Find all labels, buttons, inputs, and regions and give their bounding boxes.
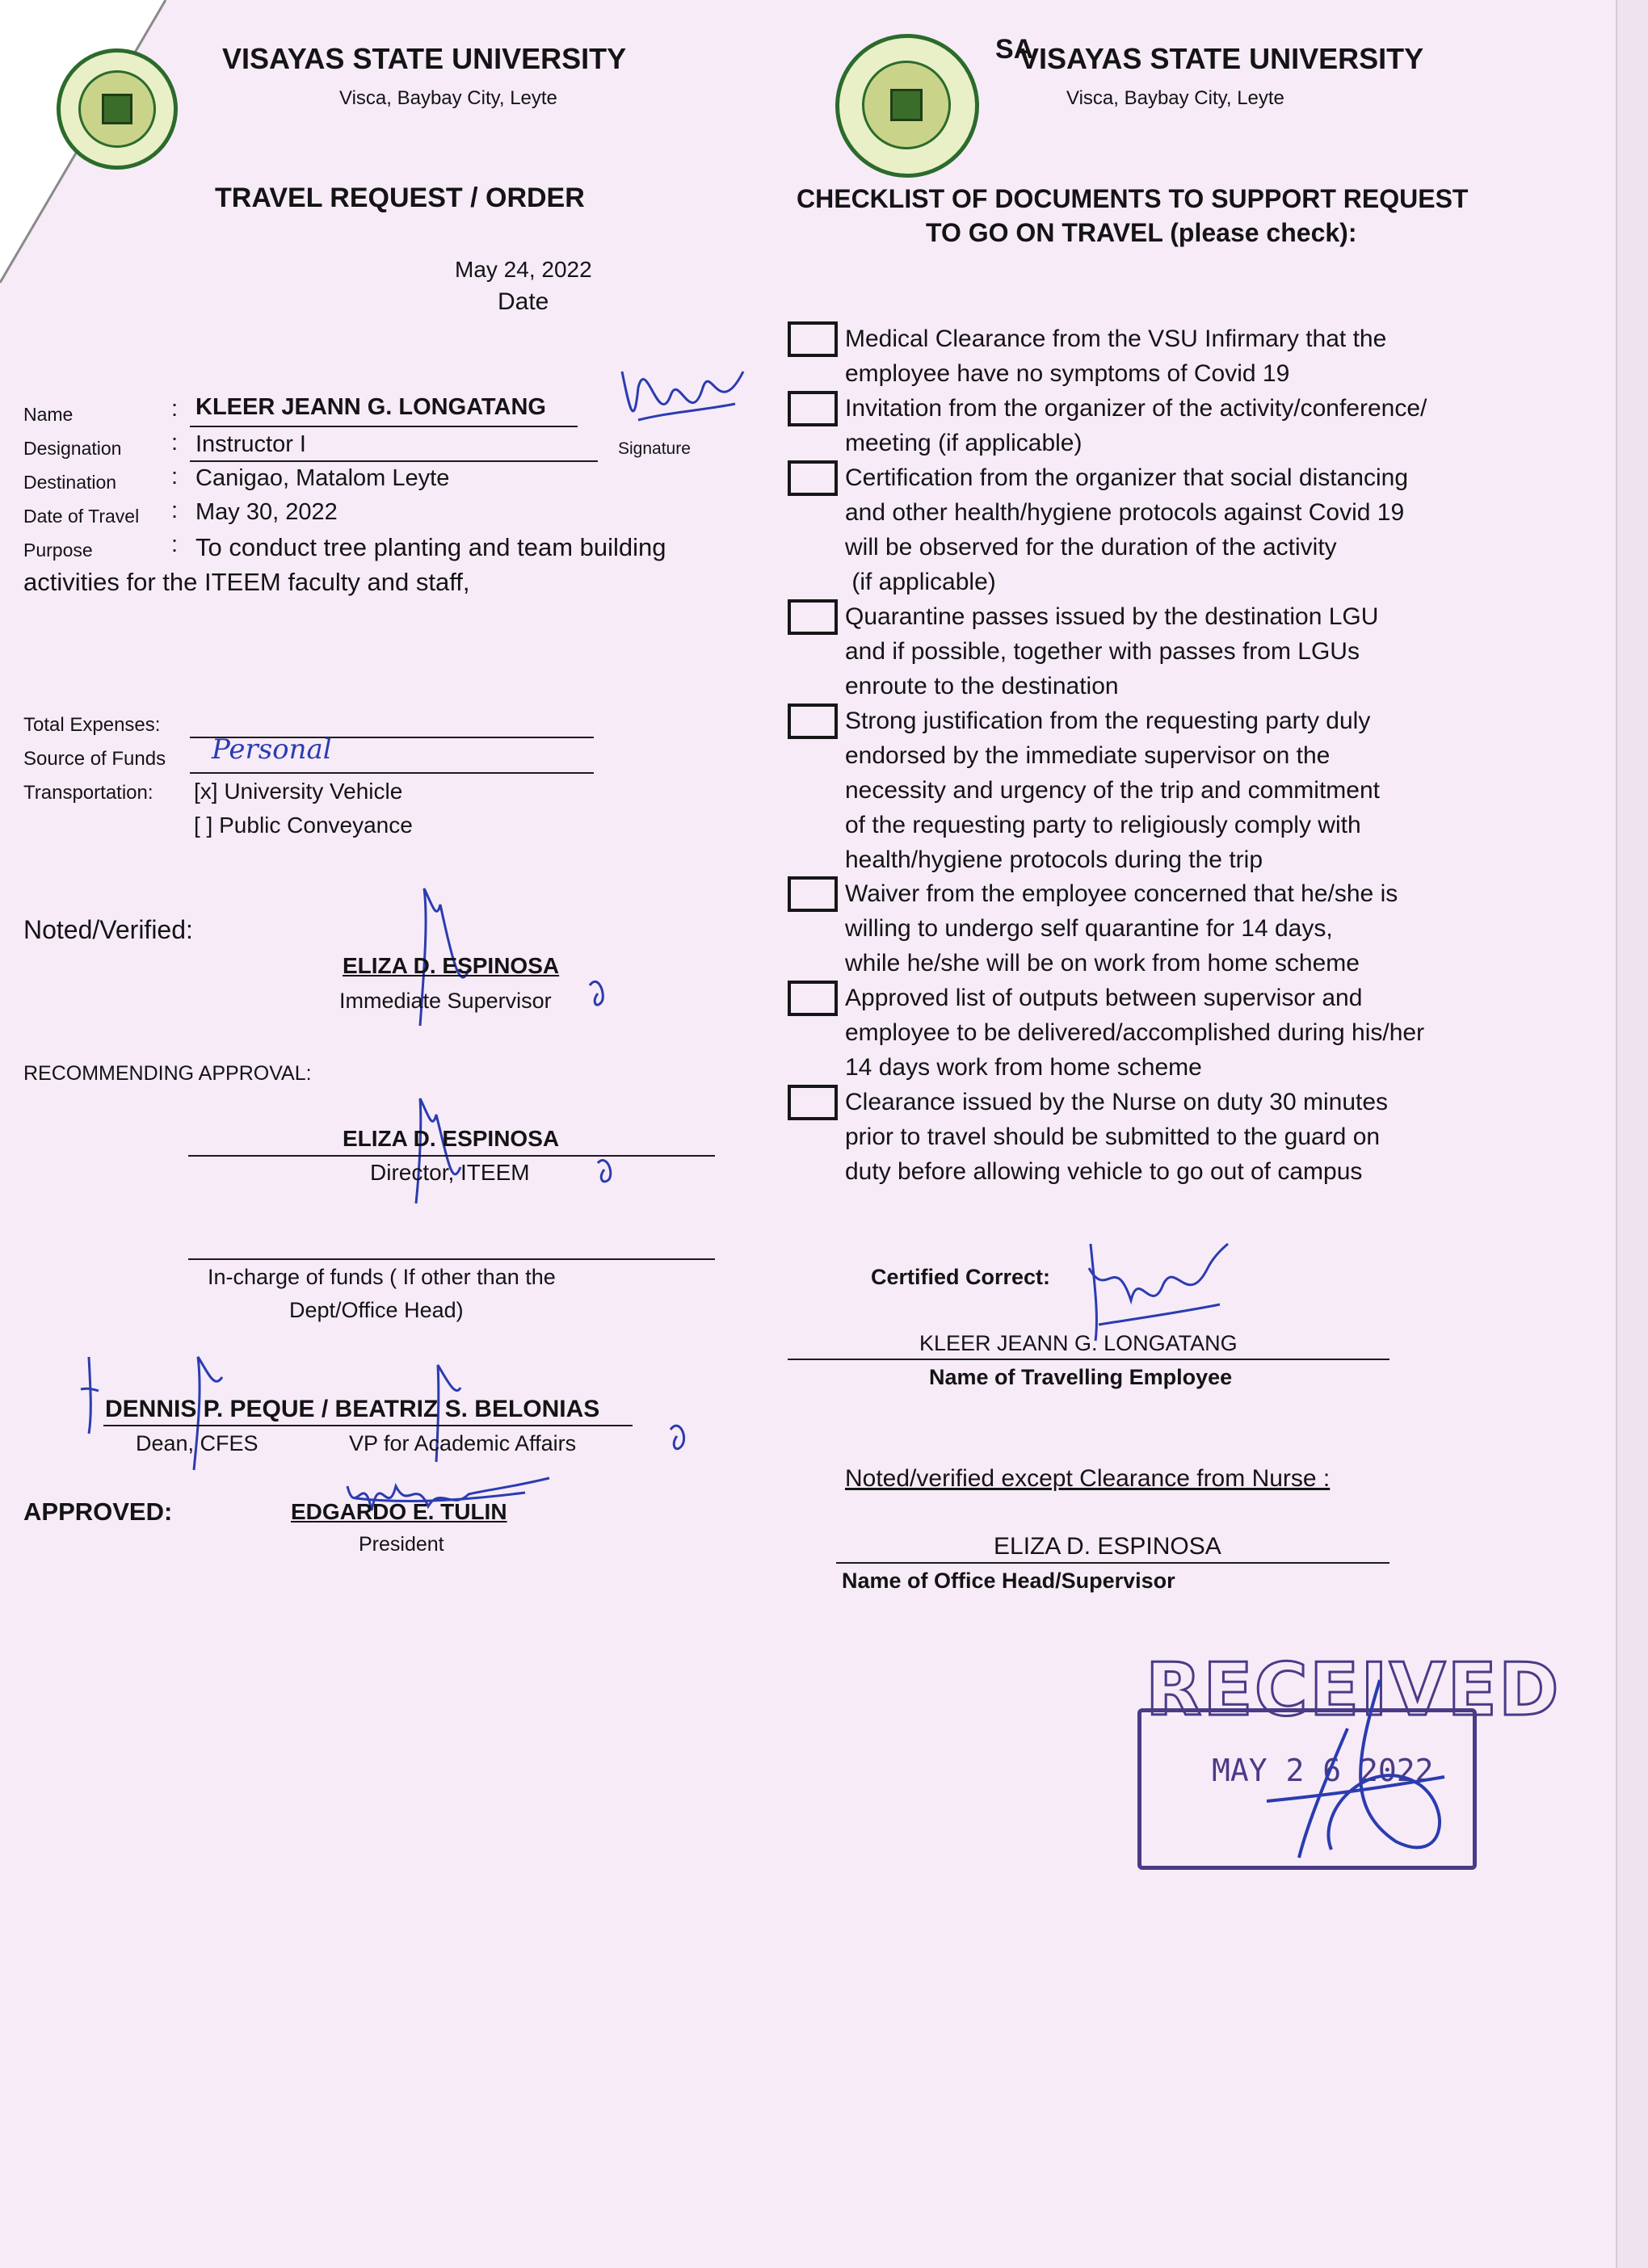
designation-label: Designation [23, 438, 122, 459]
recommending-title: Director, ITEEM [370, 1160, 530, 1185]
certified-correct-label: Certified Correct: [871, 1265, 1051, 1289]
checklist-item-invitation: Invitation from the organizer of the activity/conference/ meeting (if applicable) [845, 395, 1427, 456]
designation-colon: : [171, 430, 179, 456]
university-name: VISAYAS STATE UNIVERSITY [222, 42, 627, 75]
designation-value: Instructor I [195, 431, 306, 457]
dean-vp-names: DENNIS P. PEQUE / BEATRIZ S. BELONIAS [105, 1396, 600, 1422]
checklist-item-outputs-list: Approved list of outputs between supervisor and employee to be delivered/accomplished during his/her 14 days work from home scheme [845, 985, 1425, 1081]
destination-colon: : [171, 464, 179, 489]
incharge-line-1: In-charge of funds ( If other than the [208, 1265, 556, 1289]
checkbox-nurse-clearance[interactable] [788, 1085, 838, 1120]
received-stamp-date: MAY 2 6 2022 [1212, 1753, 1434, 1788]
transport-option-vehicle: [x] University Vehicle [194, 779, 403, 804]
checklist-title-1: CHECKLIST OF DOCUMENTS TO SUPPORT REQUEST [797, 184, 1469, 213]
checkbox-quarantine-passes[interactable] [788, 599, 838, 635]
noted-verified-label: Noted/Verified: [23, 915, 193, 944]
vp-title: VP for Academic Affairs [349, 1431, 577, 1455]
transportation-label: Transportation: [23, 782, 153, 804]
purpose-colon: : [171, 531, 179, 557]
checkbox-outputs-list[interactable] [788, 981, 838, 1016]
noted-title: Immediate Supervisor [339, 989, 552, 1013]
dean-title: Dean, CFES [136, 1431, 259, 1455]
received-stamp [1137, 1648, 1561, 1882]
transport-option-public: [ ] Public Conveyance [194, 813, 413, 838]
checkbox-justification[interactable] [788, 704, 838, 739]
checkbox-certification[interactable] [788, 460, 838, 496]
checkbox-waiver[interactable] [788, 876, 838, 912]
checklist-item-medical-clearance: Medical Clearance from the VSU Infirmary that the employee have no symptoms of Covid 19 [845, 326, 1387, 387]
employee-signature [614, 339, 751, 444]
signature-label: Signature [618, 439, 691, 458]
date-of-travel-label: Date of Travel [23, 506, 140, 527]
right-university-address: Visca, Baybay City, Leyte [1066, 87, 1284, 109]
recommending-approval-label: RECOMMENDING APPROVAL: [23, 1062, 312, 1085]
employee-name: KLEER JEANN G. LONGATANG [919, 1331, 1238, 1355]
right-university-name: VISAYAS STATE UNIVERSITY [1019, 42, 1424, 75]
purpose-value-1: To conduct tree planting and team building [195, 533, 666, 561]
university-seal-right [835, 34, 979, 178]
total-expenses-label: Total Expenses: [23, 714, 161, 736]
date-of-travel-value: May 30, 2022 [195, 499, 338, 525]
name-label: Name [23, 404, 74, 425]
approved-label: APPROVED: [23, 1497, 173, 1526]
president-name: EDGARDO E. TULIN [291, 1499, 507, 1524]
checkbox-medical-clearance[interactable] [788, 321, 838, 357]
noted-except-nurse: Noted/verified except Clearance from Nurse : [845, 1465, 1331, 1492]
checkbox-invitation[interactable] [788, 391, 838, 426]
checklist-item-quarantine-passes: Quarantine passes issued by the destination LGU and if possible, together with passes from LGUs enroute to the destination [845, 603, 1379, 699]
received-stamp-word: RECEIVED [1146, 1648, 1561, 1732]
date-label: Date [498, 288, 549, 315]
destination-label: Destination [23, 472, 117, 493]
name-colon: : [171, 396, 179, 422]
form-title: TRAVEL REQUEST / ORDER [215, 183, 585, 213]
employee-caption: Name of Travelling Employee [929, 1365, 1233, 1389]
recommending-name: ELIZA D. ESPINOSA [343, 1126, 560, 1151]
checklist-item-nurse-clearance: Clearance issued by the Nurse on duty 30 minutes prior to travel should be submitted to the guard on duty before allowing vehicle to go out of campus [845, 1089, 1389, 1185]
president-title: President [359, 1533, 444, 1556]
noted-name: ELIZA D. ESPINOSA [343, 953, 560, 978]
purpose-label: Purpose [23, 540, 93, 561]
paper-edge [1616, 0, 1648, 2268]
name-value: KLEER JEANN G. LONGATANG [195, 394, 546, 420]
destination-value: Canigao, Matalom Leyte [195, 465, 450, 491]
date-value: May 24, 2022 [455, 257, 592, 282]
source-of-funds-label: Source of Funds [23, 748, 166, 770]
supervisor-caption: Name of Office Head/Supervisor [842, 1569, 1175, 1593]
incharge-line-2: Dept/Office Head) [289, 1298, 464, 1322]
source-of-funds-handwritten: Personal [212, 733, 332, 766]
received-signature [1186, 1664, 1461, 1874]
checklist-item-certification: Certification from the organizer that social distancing and other health/hygiene protocols against Covid 19 will be observed for the duration of the activity (if applicable) [845, 464, 1409, 595]
right-university-overprint: SA [995, 34, 1034, 65]
university-address: Visca, Baybay City, Leyte [339, 87, 557, 109]
checklist-item-justification: Strong justification from the requesting party duly endorsed by the immediate supervisor on the necessity and urgency of the trip and commitment of the requesting party to religiously comply with health/hygiene protocols during the trip [845, 708, 1380, 873]
date-of-travel-colon: : [171, 498, 179, 523]
supervisor-name: ELIZA D. ESPINOSA [994, 1533, 1221, 1560]
checklist-item-waiver: Waiver from the employee concerned that he/she is willing to undergo self quarantine for 14 days, while he/she will be on work from home scheme [845, 880, 1398, 976]
checklist-title-2: TO GO ON TRAVEL (please check): [926, 218, 1357, 247]
purpose-value-2: activities for the ITEEM faculty and staff, [23, 568, 470, 596]
university-seal-left [57, 48, 178, 170]
